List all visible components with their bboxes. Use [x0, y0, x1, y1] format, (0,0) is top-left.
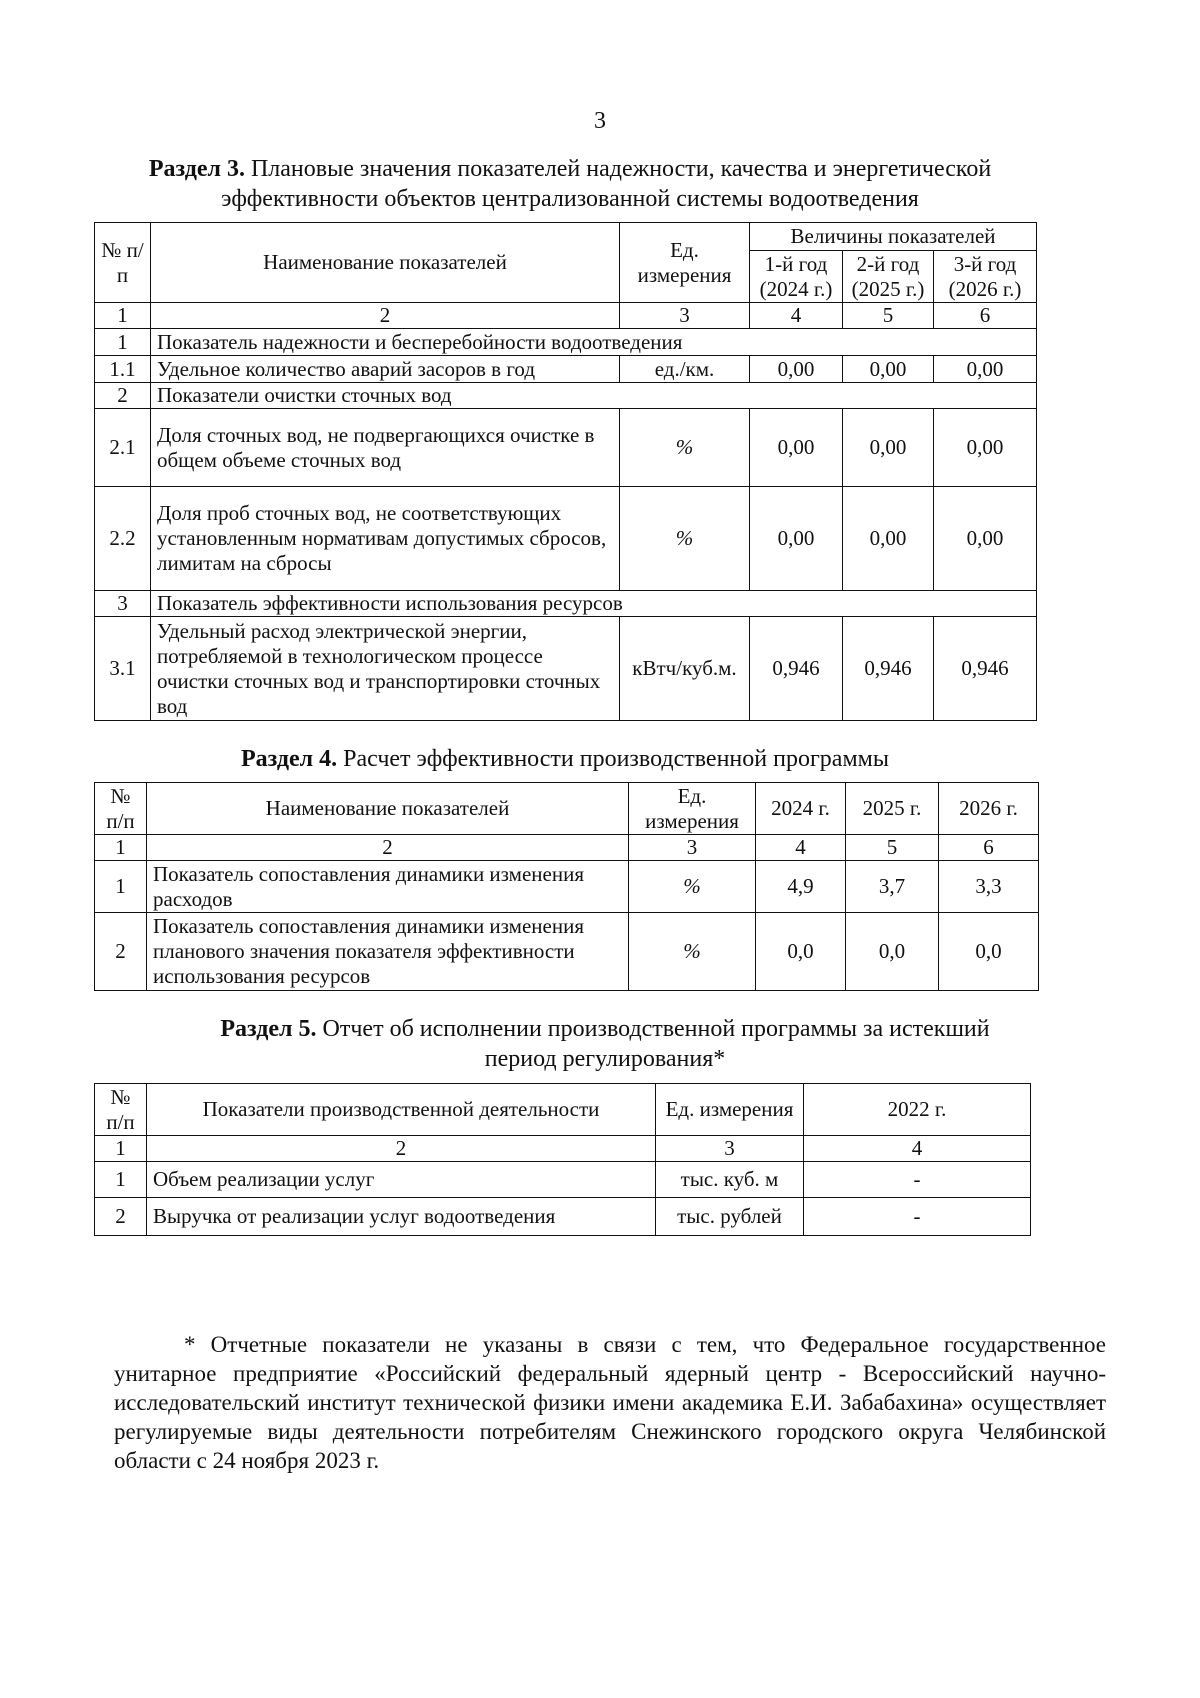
row-value-2022: - — [804, 1162, 1031, 1198]
row-num: 2 — [95, 383, 151, 409]
row-value-2026: 0,946 — [934, 617, 1037, 721]
row-group-title: Показатель эффективности использования ресурсов — [151, 591, 1037, 617]
index-cell: 3 — [629, 835, 756, 861]
row-value-2024: 0,946 — [750, 617, 843, 721]
index-cell: 5 — [846, 835, 939, 861]
header-num: № п/п — [95, 1084, 147, 1136]
row-unit: ед./км. — [620, 356, 750, 383]
row-num: 1 — [95, 329, 151, 356]
section4-title — [94, 744, 1036, 774]
header-year-2024: 2024 г. — [756, 783, 846, 835]
header-name: Показатели производственной деятельности — [147, 1084, 656, 1136]
row-name: Доля сточных вод, не подвергающихся очистке в общем объеме сточных вод — [151, 409, 620, 487]
row-value-2024: 0,00 — [750, 487, 843, 591]
index-row — [95, 835, 1039, 861]
index-cell: 4 — [804, 1136, 1031, 1162]
header-unit: Ед. измерения — [620, 223, 750, 303]
section5-title — [190, 1014, 1020, 1074]
header-num: № п/п — [95, 783, 147, 835]
section4-title-bold: Раздел 4. — [241, 746, 338, 772]
row-value-2025: 0,00 — [843, 487, 934, 591]
table-row — [95, 591, 1037, 617]
section3-title — [110, 154, 1030, 214]
index-cell: 1 — [95, 835, 147, 861]
index-cell: 3 — [656, 1136, 804, 1162]
row-value-2022: - — [804, 1198, 1031, 1236]
row-name: Объем реализации услуг — [147, 1162, 656, 1198]
row-name: Доля проб сточных вод, не соответствующих установленным нормативам допустимых сбросов, лимитам на сбросы — [151, 487, 620, 591]
header-unit: Ед. измерения — [629, 783, 756, 835]
page-number: 3 — [594, 108, 606, 134]
header-name: Наименование показателей — [151, 223, 620, 303]
row-name: Показатель сопоставления динамики изменения расходов — [147, 861, 629, 913]
header-unit: Ед. измерения — [656, 1084, 804, 1136]
row-group-title: Показатели очистки сточных вод — [151, 383, 1037, 409]
row-unit: % — [629, 861, 756, 913]
row-unit: кВтч/куб.м. — [620, 617, 750, 721]
header-values: Величины показателей — [750, 223, 1037, 251]
header-year-3: 3-й год (2026 г.) — [934, 251, 1037, 303]
index-cell: 6 — [934, 303, 1037, 329]
row-value-2025: 0,0 — [846, 913, 939, 991]
row-value-2026: 0,00 — [934, 487, 1037, 591]
index-row — [95, 303, 1037, 329]
header-name: Наименование показателей — [147, 783, 629, 835]
row-value-2026: 0,00 — [934, 356, 1037, 383]
section4-table — [94, 782, 1039, 991]
index-cell: 3 — [620, 303, 750, 329]
header-num: № п/п — [95, 223, 151, 303]
index-cell: 2 — [151, 303, 620, 329]
row-unit: тыс. рублей — [656, 1198, 804, 1236]
table-row — [95, 329, 1037, 356]
index-cell: 6 — [939, 835, 1039, 861]
table-row — [95, 913, 1039, 991]
row-unit: % — [620, 409, 750, 487]
row-unit: % — [629, 913, 756, 991]
row-name: Выручка от реализации услуг водоотведения — [147, 1198, 656, 1236]
section5-title-text: Отчет об исполнении производственной программы за истекший период регулирования* — [322, 1016, 990, 1072]
row-name: Удельный расход электрической энергии, потребляемой в технологическом процессе очистки сточных вод и транспортировки сточных вод — [151, 617, 620, 721]
row-unit: % — [620, 487, 750, 591]
index-cell: 2 — [147, 1136, 656, 1162]
table-row — [95, 617, 1037, 721]
row-num: 1 — [95, 861, 147, 913]
header-year-2025: 2025 г. — [846, 783, 939, 835]
row-num: 1.1 — [95, 356, 151, 383]
row-value-2026: 3,3 — [939, 861, 1039, 913]
row-num: 2 — [95, 913, 147, 991]
row-name: Показатель сопоставления динамики изменения планового значения показателя эффективности использования ресурсов — [147, 913, 629, 991]
header-year-1: 1-й год (2024 г.) — [750, 251, 843, 303]
table-row — [95, 409, 1037, 487]
row-value-2025: 0,00 — [843, 356, 934, 383]
row-value-2026: 0,0 — [939, 913, 1039, 991]
row-num: 2 — [95, 1198, 147, 1236]
header-year-2: 2-й год (2025 г.) — [843, 251, 934, 303]
row-value-2025: 0,946 — [843, 617, 934, 721]
section5-table — [94, 1083, 1031, 1236]
row-value-2025: 3,7 — [846, 861, 939, 913]
table-row — [95, 1162, 1031, 1198]
section5-title-bold: Раздел 5. — [220, 1016, 317, 1042]
footnote-text: * Отчетные показатели не указаны в связи с тем, что Федеральное государственное унитарное предприятие «Российский федеральный ядерный центр - Всероссийский научно-исследовательский институт технической физики имени академика Е.И. Забабахина» осуществляет регулируемые виды деятельности потребителям Снежинского городского округа Челябинской области с 24 ноября 2023 г. — [114, 1332, 1106, 1473]
row-value-2024: 4,9 — [756, 861, 846, 913]
section3-title-text: Плановые значения показателей надежности, качества и энергетической эффективности объектов централизованной системы водоотведения — [221, 156, 992, 212]
row-value-2024: 0,0 — [756, 913, 846, 991]
index-cell: 4 — [756, 835, 846, 861]
row-num: 2.1 — [95, 409, 151, 487]
footnote — [114, 1330, 1106, 1475]
table-row — [95, 1198, 1031, 1236]
table-row — [95, 356, 1037, 383]
row-value-2024: 0,00 — [750, 409, 843, 487]
row-num: 2.2 — [95, 487, 151, 591]
row-name: Удельное количество аварий засоров в год — [151, 356, 620, 383]
section4-title-text: Расчет эффективности производственной программы — [343, 746, 889, 772]
row-value-2026: 0,00 — [934, 409, 1037, 487]
row-unit: тыс. куб. м — [656, 1162, 804, 1198]
row-group-title: Показатель надежности и бесперебойности водоотведения — [151, 329, 1037, 356]
header-year-2022: 2022 г. — [804, 1084, 1031, 1136]
row-value-2025: 0,00 — [843, 409, 934, 487]
table-row — [95, 383, 1037, 409]
row-num: 3.1 — [95, 617, 151, 721]
index-cell: 2 — [147, 835, 629, 861]
section3-title-bold: Раздел 3. — [148, 156, 245, 182]
table-row — [95, 487, 1037, 591]
row-value-2024: 0,00 — [750, 356, 843, 383]
row-num: 1 — [95, 1162, 147, 1198]
index-cell: 4 — [750, 303, 843, 329]
index-cell: 1 — [95, 1136, 147, 1162]
index-row — [95, 1136, 1031, 1162]
row-num: 3 — [95, 591, 151, 617]
section3-table — [94, 222, 1037, 721]
header-year-2026: 2026 г. — [939, 783, 1039, 835]
table-row — [95, 861, 1039, 913]
index-cell: 1 — [95, 303, 151, 329]
index-cell: 5 — [843, 303, 934, 329]
